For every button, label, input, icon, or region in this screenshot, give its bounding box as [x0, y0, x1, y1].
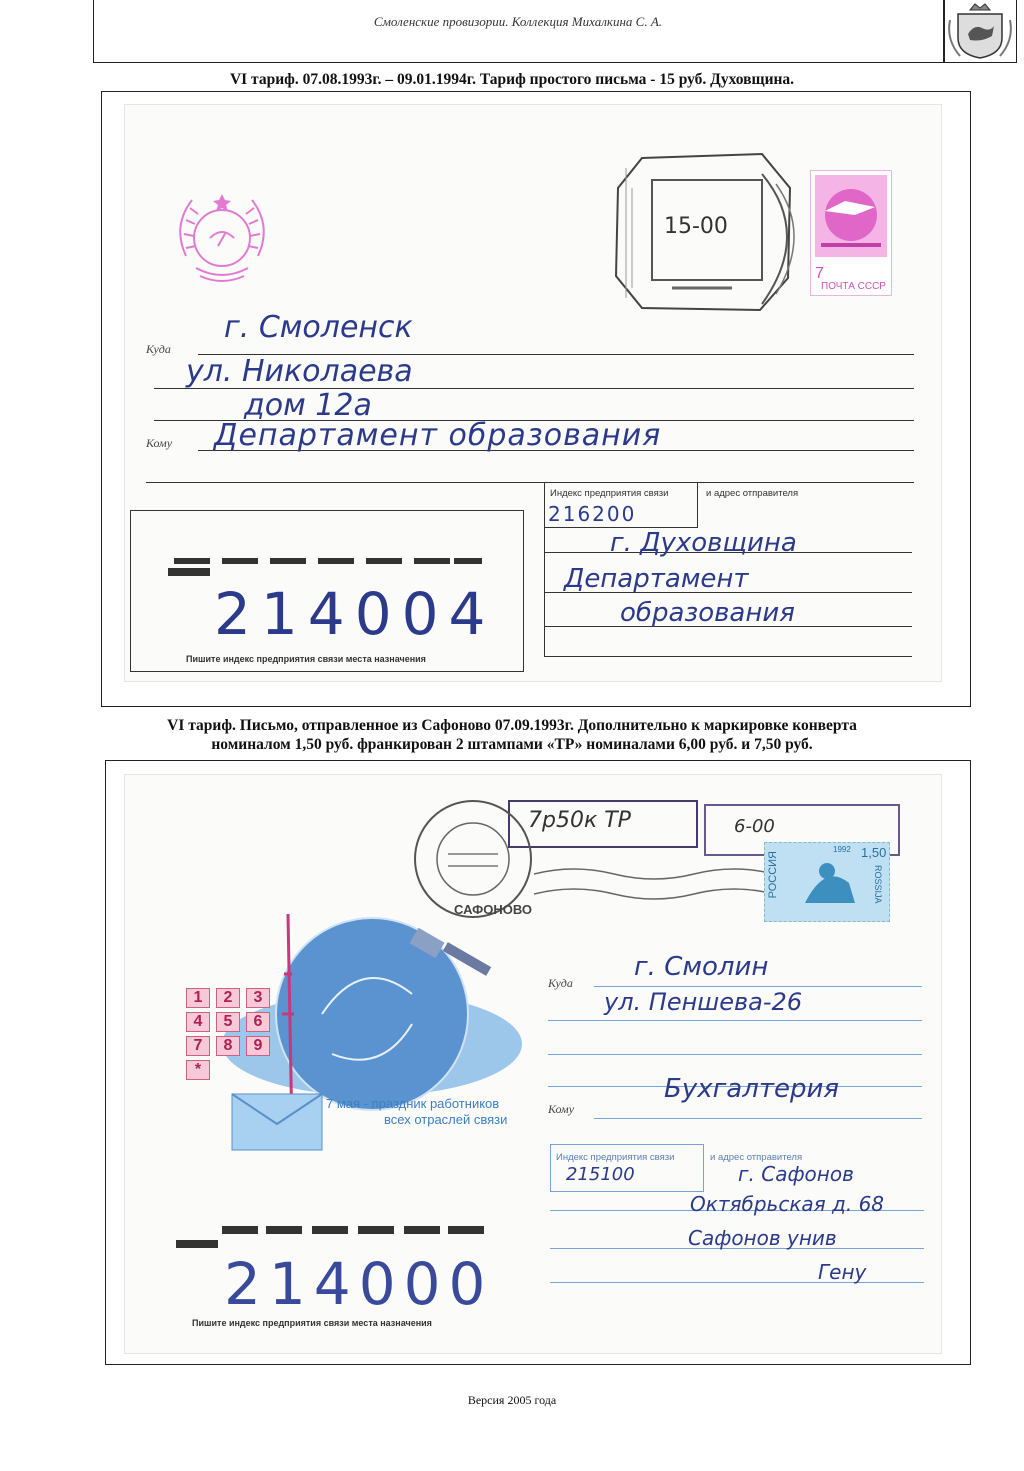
sender-address-label: и адрес отправителя — [706, 488, 799, 499]
stamp-ussr — [810, 170, 892, 296]
address-line-3: дом 12а — [244, 388, 372, 423]
envelope-1 — [124, 104, 942, 682]
footer-version: Версия 2005 года — [467, 1393, 557, 1407]
caption-envelope-2-line-1: VI тариф. Письмо, отправленное из Сафоново 07.09.1993г. Дополнительно к маркировке конверта — [167, 717, 857, 734]
key-2: 2 — [216, 988, 240, 1008]
recipient: Департамент образования — [214, 418, 662, 453]
stamp-russia — [764, 842, 890, 922]
stamp-label-left: РОССИЯ — [767, 851, 779, 899]
key-6: 6 — [246, 1012, 270, 1032]
to-label: Куда — [548, 976, 573, 990]
dest-index-caption: Пишите индекс предприятия связи места назначения — [192, 1318, 432, 1328]
caption-envelope-2-line-2: номиналом 1,50 руб. франкирован 2 штампами «ТР» номиналами 6,00 руб. и 7,50 руб. — [211, 736, 813, 753]
keypad — [186, 988, 272, 1080]
whom-label: Кому — [548, 1102, 575, 1116]
header-title: Смоленские провизории. Коллекция Михалкина С. А. — [373, 14, 663, 29]
to-label: Куда — [146, 342, 171, 356]
header-frame — [93, 0, 945, 63]
dest-index-caption: Пишите индекс предприятия связи места назначения — [186, 654, 426, 664]
address-line-1: г. Смолин — [634, 952, 769, 982]
sender-index: 215100 — [566, 1164, 635, 1185]
address-line-2: ул. Николаева — [186, 354, 413, 389]
key-star: * — [186, 1060, 210, 1080]
illustration-caption-2: всех отраслей связи — [384, 1112, 508, 1127]
sender-index: 216200 — [548, 502, 637, 526]
index-code-bars — [168, 550, 488, 580]
ussr-emblem-icon — [166, 186, 278, 292]
sender-index-label: Индекс предприятия связи — [550, 488, 669, 499]
sender-line-1: г. Духовщина — [610, 528, 797, 558]
stamp-label-right: ROSSIJA — [873, 865, 883, 904]
whom-label: Кому — [146, 436, 173, 450]
key-3: 3 — [246, 988, 270, 1008]
sender-line-2: Департамент — [564, 564, 749, 594]
key-9: 9 — [246, 1036, 270, 1056]
tr-stamp-2-text: 6-00 — [734, 816, 775, 837]
index-code-bars-2 — [176, 1222, 496, 1252]
dest-index: 214000 — [224, 1250, 494, 1318]
postmark-amount: 15-00 — [664, 214, 728, 239]
stamp-value: 7 — [815, 265, 824, 282]
tr-stamp-1-text: 7р50к ТР — [528, 808, 631, 833]
sender-line-2: Октябрьская д. 68 — [690, 1192, 885, 1216]
sender-line-3: образования — [620, 598, 795, 628]
key-5: 5 — [216, 1012, 240, 1032]
stamp-value: 1,50 — [861, 845, 887, 860]
sender-index-label: Индекс предприятия связи — [556, 1152, 675, 1163]
recipient: Бухгалтерия — [664, 1074, 840, 1104]
sender-line-1: г. Сафонов — [738, 1162, 854, 1186]
envelope-2 — [124, 774, 942, 1354]
address-line-2: ул. Пеншева-26 — [604, 988, 803, 1016]
postmark-city: САФОНОВО — [454, 902, 533, 917]
key-1: 1 — [186, 988, 210, 1008]
illustration-caption-1: 7 мая - праздник работников — [326, 1096, 500, 1111]
dest-index: 214004 — [214, 580, 496, 648]
sender-line-3: Сафонов унив — [688, 1226, 837, 1250]
smolensk-coat-of-arms-icon — [943, 0, 1017, 63]
key-4: 4 — [186, 1012, 210, 1032]
sender-address-label: и адрес отправителя — [710, 1152, 803, 1163]
key-7: 7 — [186, 1036, 210, 1056]
stamp-year: 1992 — [833, 845, 851, 854]
sender-line-4: Гену — [818, 1260, 867, 1284]
stamp-label: ПОЧТА СССР — [821, 281, 886, 292]
caption-envelope-1: VI тариф. 07.08.1993г. – 09.01.1994г. Тариф простого письма - 15 руб. Духовщина. — [229, 71, 795, 88]
key-8: 8 — [216, 1036, 240, 1056]
address-line-1: г. Смоленск — [224, 310, 413, 345]
